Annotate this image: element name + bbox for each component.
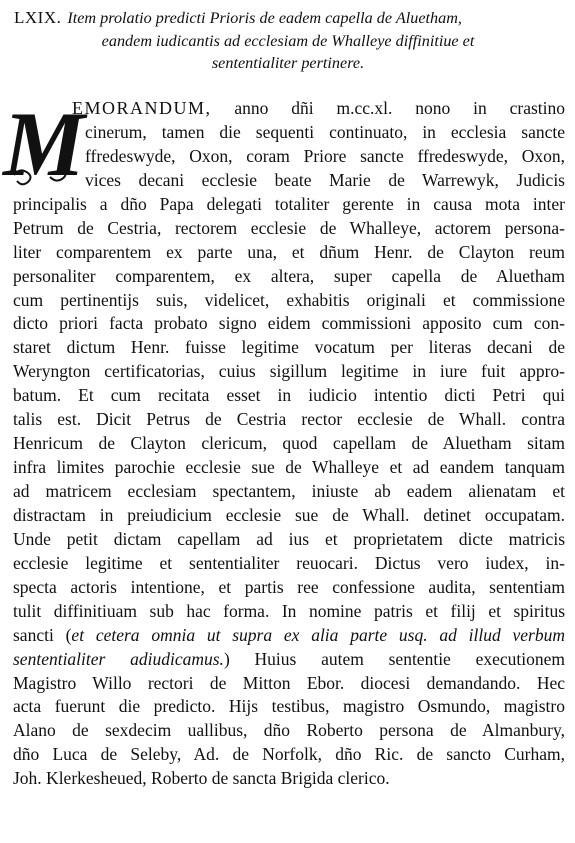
document-body (13, 97, 565, 791)
text-line-7: liter comparentem ex parte una, et dñum Henr. de Clayton reum (13, 241, 565, 262)
text-segment: ) Huius autem sententie executionem (223, 648, 565, 669)
heading-title-line-1: Item prolatio predicti Prioris de eadem capella de Aluetham, (67, 9, 462, 27)
text-line-16: infra limites parochie ecclesie sue de Whalleye et ad eandem tanquam (13, 457, 565, 478)
text-line-2: cinerum, tamen die sequenti continuato, in ecclesia sancte (85, 121, 565, 142)
text-line-14: talis est. Dicit Petrus de Cestria rector ecclesie de Whall. contra (13, 409, 565, 430)
text-line-13: batum. Et cum recitata esset in iudicio intentio dicti Petri qui (13, 385, 565, 406)
text-line-1 (13, 97, 565, 121)
text-line-3: ffredeswyde, Oxon, coram Priore sancte ffredeswyde, Oxon, (85, 145, 565, 166)
initial-letter: M (3, 93, 85, 195)
text-segment: sancti ( (13, 624, 72, 645)
text-line-27: Alano de sexdecim uallibus, dño Roberto persona de Almanbury, (13, 720, 565, 741)
italic-segment: et cetera omnia ut supra ex alia parte usq. ad illud verbum (71, 624, 565, 645)
text-line-8: personaliter comparentem, ex altera, super capella de Aluetham (13, 265, 565, 286)
heading-line-1 (14, 7, 562, 30)
text-line-28: dño Luca de Seleby, Ad. de Norfolk, dño Ric. de sancto Curham, (13, 744, 565, 765)
text-line-29: Joh. Klerkesheued, Roberto de sancta Brigida clerico. (13, 768, 390, 789)
text-line-18: distractam in preiudicium ecclesie sue de Whall. detinet occupatam. (13, 504, 565, 525)
text-line-23 (13, 624, 565, 648)
text-line-26: acta fuerunt die predicto. Hijs testibus, magistro Osmundo, magistro (13, 696, 565, 717)
text-line-17: ad matricem ecclesiam spectantem, iniuste ab eadem alienatam et (13, 481, 565, 501)
text-line-11: staret dictum Henr. fuisse legitime vocatum per literas decani de (13, 337, 565, 358)
text-line-6: Petrum de Cestria, rectorem ecclesie de Whalleye, actorem persona- (13, 217, 565, 238)
italic-segment: sententialiter adiudicamus. (13, 648, 224, 669)
memorandum-word: EMORANDUM, (72, 98, 212, 118)
heading-title-line-3: sententialiter pertinere. (211, 54, 365, 72)
text-segment: anno dñi m.cc.xl. nono in crastino (234, 98, 565, 118)
text-line-19: Unde petit dictam capellam ad ius et proprietatem dicte matricis (13, 528, 565, 549)
text-line-5: principalis a dño Papa delegati totaliter gerente in causa mota inter (13, 193, 565, 214)
text-line-10: dicto priori facta probato signo eidem commissioni apposito cum con- (13, 313, 565, 334)
text-line-22: tulit diffinitiuam sub hac forma. In nomine patris et filij et spiritus (13, 600, 565, 621)
text-line-25: Magistro Willo rectori de Mitton Ebor. diocesi demandando. Hec (13, 672, 565, 693)
text-line-15: Henricum de Clayton clericum, quod capellam de Aluetham sitam (13, 433, 565, 454)
text-line-9: cum pertinentijs suis, videlicet, exhabitis originali et commissione (13, 289, 565, 310)
text-line-20: ecclesie legitime et sententialiter reuocari. Dictus vero iudex, in- (13, 552, 565, 573)
heading-title-line-2: eandem iudicantis ad ecclesiam de Whalleye diffinitiue et (101, 31, 475, 50)
chapter-heading (14, 7, 562, 75)
text-line-4: vices decani ecclesie beate Marie de Warrewyk, Judicis (85, 169, 565, 190)
text-line-12: Weryngton certificatorias, cuius sigillum legitime in iure fuit appro- (13, 361, 565, 382)
text-line-24 (13, 648, 565, 672)
text-line-21: specta actoris intentione, et partis ree confessione audita, sententiam (13, 576, 565, 597)
chapter-number: LXIX. (14, 8, 62, 27)
